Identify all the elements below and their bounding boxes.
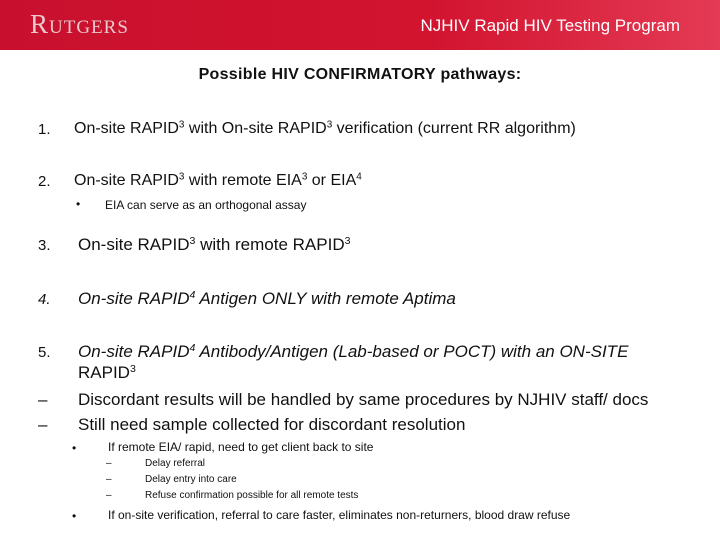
subitem-delay-referral: Delay referral <box>145 458 206 469</box>
item-2-bullet: • <box>76 197 81 211</box>
item-1-number: 1. <box>38 121 51 138</box>
item-2-number: 2. <box>38 173 51 190</box>
header-bar <box>0 0 720 50</box>
item-4-text: On-site RAPID$^4$ Antigen ONLY with remote Aptima <box>78 289 456 308</box>
item-1-text: On-site RAPID$^3$ with On-site RAPID$^3$ verification (current RR algorithm) <box>74 119 576 137</box>
rutgers-logo: Rutgers <box>30 9 129 39</box>
subitem-refuse-confirmation: Refuse confirmation possible for all remote tests <box>145 490 359 501</box>
program-title: NJHIV Rapid HIV Testing Program <box>420 16 680 35</box>
subitem-dash: – <box>106 474 112 485</box>
item-2-text: On-site RAPID$^3$ with remote EIA$^3$ or EIA$^4$ <box>74 171 362 189</box>
subitem-delay-entry: Delay entry into care <box>145 474 237 485</box>
item-5-bullet-1-text: If remote EIA/ rapid, need to get client back to site <box>108 440 374 454</box>
subitem-dash: – <box>106 490 112 501</box>
item-5-dash-1-text: Discordant results will be handled by same procedures by NJHIV staff/ docs <box>78 390 649 409</box>
item-5-bullet-2-text: If on-site verification, referral to care faster, eliminates non-returners, blood draw refuse <box>108 508 571 522</box>
item-5-number: 5. <box>38 344 51 361</box>
item-4-number: 4. <box>38 291 51 308</box>
item-2-subtext: EIA can serve as an orthogonal assay <box>105 198 307 212</box>
item-5-dash-2-text: Still need sample collected for discordant resolution <box>78 415 466 434</box>
item-5-dash-1: – <box>38 390 48 409</box>
item-5-line-2: RAPID$^3$ <box>78 363 136 382</box>
slide-title: Possible HIV CONFIRMATORY pathways: <box>198 66 522 83</box>
item-5-dash-2: – <box>38 415 48 434</box>
item-3-number: 3. <box>38 237 51 254</box>
item-5-line-1: On-site RAPID$^4$ Antibody/Antigen (Lab-based or POCT) with an ON-SITE <box>78 342 629 361</box>
subitem-dash: – <box>106 458 112 469</box>
item-3-text: On-site RAPID$^3$ with remote RAPID$^3$ <box>78 235 351 254</box>
item-5-bullet-1: • <box>72 441 77 455</box>
item-5-bullet-2: • <box>72 509 77 523</box>
